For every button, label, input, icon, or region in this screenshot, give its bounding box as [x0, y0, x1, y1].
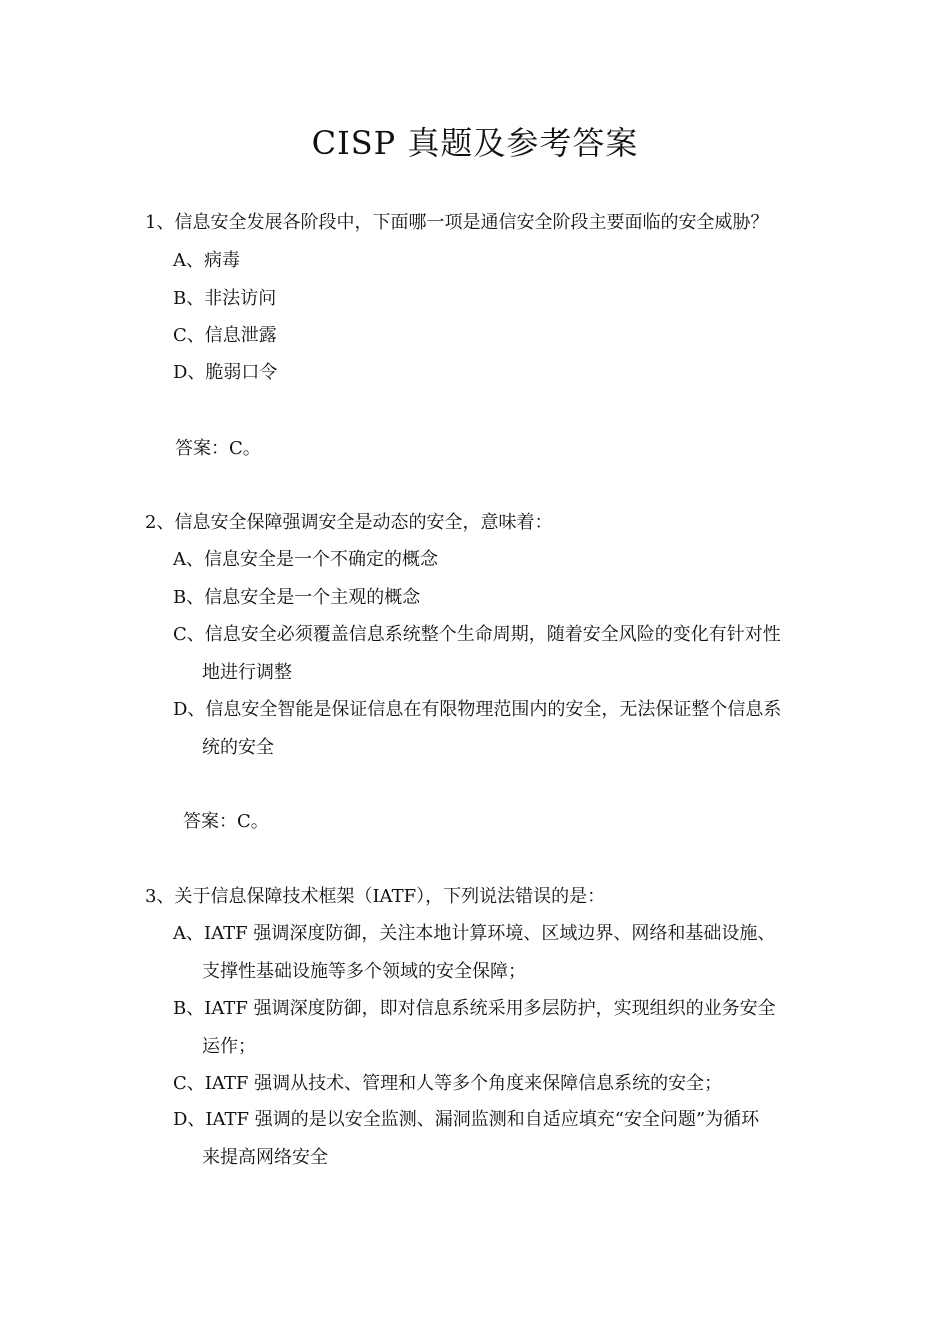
option-line-2: 支撑性基础设施等多个领域的安全保障；	[202, 961, 526, 982]
question-1-option-a: A、病毒	[173, 250, 240, 271]
question-3-option-a	[173, 919, 775, 983]
page-title: CISP 真题及参考答案	[311, 124, 639, 162]
option-line-2: 运作；	[202, 1036, 256, 1057]
question-1-answer: 答案：C。	[175, 438, 261, 459]
question-2-answer: 答案：C。	[183, 811, 269, 832]
option-line-2: 地进行调整	[202, 662, 292, 683]
question-2-option-a: A、信息安全是一个不确定的概念	[173, 549, 438, 570]
question-2-option-b: B、信息安全是一个主观的概念	[173, 587, 421, 608]
question-3-option-c: C、IATF 强调从技术、管理和人等多个角度来保障信息系统的安全；	[173, 1073, 723, 1094]
question-1-text: 1、信息安全发展各阶段中，下面哪一项是通信安全阶段主要面临的安全威胁？	[145, 212, 769, 233]
question-2-option-c	[173, 620, 781, 684]
question-1-option-d: D、脆弱口令	[173, 362, 278, 383]
option-line-2: 统的安全	[202, 737, 274, 758]
question-3-option-b	[173, 994, 776, 1058]
option-line-1: C、信息安全必须覆盖信息系统整个生命周期，随着安全风险的变化有针对性	[173, 624, 781, 645]
question-2-option-d	[173, 695, 781, 759]
option-line-1: D、信息安全智能是保证信息在有限物理范围内的安全，无法保证整个信息系	[173, 699, 782, 720]
question-3-option-d	[173, 1105, 759, 1169]
option-line-1: B、IATF 强调深度防御，即对信息系统采用多层防护，实现组织的业务安全	[173, 998, 776, 1019]
question-3-text: 3、关于信息保障技术框架（IATF），下列说法错误的是：	[145, 886, 606, 907]
question-1-option-b: B、非法访问	[173, 288, 277, 309]
question-1-option-c: C、信息泄露	[173, 325, 277, 346]
question-2-text: 2、信息安全保障强调安全是动态的安全，意味着：	[145, 512, 553, 533]
option-line-1: D、IATF 强调的是以安全监测、漏洞监测和自适应填充“安全问题”为循环	[173, 1109, 760, 1130]
option-line-2: 来提高网络安全	[202, 1147, 328, 1168]
option-line-1: A、IATF 强调深度防御，关注本地计算环境、区域边界、网络和基础设施、	[173, 923, 776, 944]
